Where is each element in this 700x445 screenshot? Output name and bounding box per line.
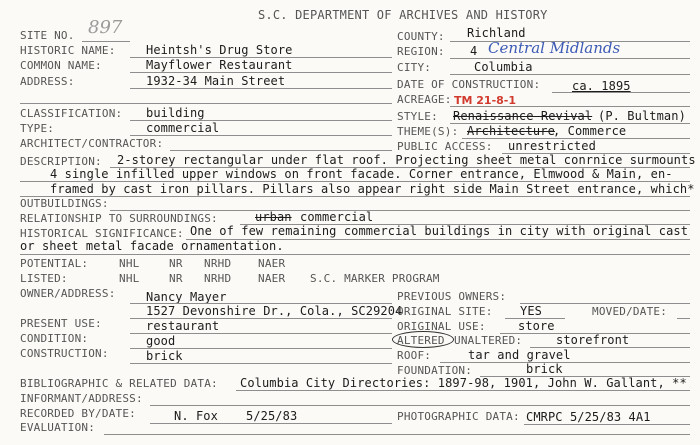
significance-line-2: or sheet metal facade ornamentation.: [20, 239, 284, 253]
construction-value: brick: [146, 349, 183, 363]
relationship-value: commercial: [300, 210, 374, 224]
significance-line-1: One of few remaining commercial buildings in city with original cast: [190, 224, 689, 238]
relationship-struck: urban: [255, 210, 292, 224]
blank-line: [20, 103, 392, 104]
outbuildings-line: [110, 210, 690, 211]
significance-label: HISTORICAL SIGNIFICANCE:: [20, 227, 184, 240]
description-line-3: framed by cast iron pillars. Pillars also appear right side Main Street entrance, which*: [50, 182, 695, 196]
original-use-value: store: [518, 319, 555, 333]
owner-label: OWNER/ADDRESS:: [20, 287, 116, 300]
photographic-line: [524, 424, 690, 425]
architect-line: [170, 150, 392, 151]
recorded-line: [150, 423, 392, 424]
informant-label: INFORMANT/ADDRESS:: [20, 392, 143, 405]
moved-date-label: MOVED/DATE:: [592, 305, 668, 318]
previous-owners-label: PREVIOUS OWNERS:: [397, 290, 507, 303]
marker-program: S.C. MARKER PROGRAM: [310, 272, 440, 285]
unaltered-label: UNALTERED:: [454, 334, 523, 347]
owner-name: Nancy Mayer: [146, 290, 227, 304]
acreage-label: ACREAGE:: [397, 93, 452, 106]
description-line-1: 2-storey rectangular under flat roof. Projecting sheet metal conrnice surmounts: [117, 153, 696, 167]
date-construction-label: DATE OF CONSTRUCTION:: [397, 78, 541, 91]
moved-date-line: [677, 318, 690, 319]
date-construction-line: [552, 92, 690, 93]
style-value: (P. Bultman): [598, 109, 686, 123]
classification-label: CLASSIFICATION:: [20, 107, 123, 120]
address-value: 1932-34 Main Street: [146, 74, 286, 88]
recorded-label: RECORDED BY/DATE:: [20, 407, 136, 420]
photographic-label: PHOTOGRAPHIC DATA:: [397, 410, 520, 423]
site-no-label: SITE NO.: [20, 29, 75, 42]
style-struck: Renaissance Revival: [453, 109, 593, 123]
foundation-label: FOUNDATION:: [397, 364, 473, 377]
construction-label: CONSTRUCTION:: [20, 347, 109, 360]
description-line-2: 4 single infilled upper windows on front facade. Corner entrance, Elmwood & Main, en-: [50, 167, 673, 181]
roof-label: ROOF:: [397, 349, 432, 362]
address-label: ADDRESS:: [20, 75, 75, 88]
public-access-label: PUBLIC ACCESS:: [397, 140, 493, 153]
potential-label: POTENTIAL:: [20, 257, 89, 270]
themes-struck: Architecture: [467, 124, 555, 138]
original-site-label: ORIGINAL SITE:: [397, 305, 493, 318]
description-rule-3: [20, 196, 690, 197]
significance-rule-2: [20, 254, 690, 255]
potential-nhl: NHL: [119, 257, 140, 270]
card-header: S.C. DEPARTMENT OF ARCHIVES AND HISTORY: [258, 8, 548, 22]
recorded-name: N. Fox: [174, 409, 218, 423]
county-value: Richland: [467, 26, 526, 40]
relationship-label: RELATIONSHIP TO SURROUNDINGS:: [20, 212, 218, 225]
city-line: [450, 74, 690, 75]
bibliographic-line: [236, 390, 690, 391]
bibliographic-value: Columbia City Directories: 1897-98, 1901, John W. Gallant, **: [240, 376, 687, 390]
type-label: TYPE:: [20, 122, 55, 135]
date-construction-value: ca. 1895: [572, 79, 631, 93]
potential-nrhd: NRHD: [204, 257, 232, 270]
recorded-date: 5/25/83: [246, 409, 298, 423]
classification-value: building: [146, 106, 205, 120]
address-line: [130, 88, 392, 89]
present-use-label: PRESENT USE:: [20, 317, 102, 330]
type-value: commercial: [146, 121, 220, 135]
region-handwriting: Central Midlands: [488, 39, 621, 57]
acreage-line: [450, 106, 690, 107]
bibliographic-label: BIBLIOGRAPHIC & RELATED DATA:: [20, 377, 218, 390]
type-line: [130, 135, 392, 136]
site-no-line: [82, 41, 130, 42]
themes-value: , Commerce: [553, 124, 627, 138]
historic-name-label: HISTORIC NAME:: [20, 44, 116, 57]
acreage-value: TM 21-8-1: [454, 94, 517, 107]
common-name-value: Mayflower Restaurant: [146, 58, 293, 72]
original-site-value: YES: [520, 304, 542, 318]
county-label: COUNTY:: [397, 30, 445, 43]
evaluation-line: [104, 434, 690, 435]
common-name-label: COMMON NAME:: [20, 59, 102, 72]
foundation-value: brick: [526, 362, 563, 376]
evaluation-label: EVALUATION:: [20, 421, 96, 434]
listed-label: LISTED:: [20, 272, 68, 285]
public-access-value: unrestricted: [508, 139, 596, 153]
condition-label: CONDITION:: [20, 332, 89, 345]
listed-naer: NAER: [258, 272, 286, 285]
outbuildings-label: OUTBUILDINGS:: [20, 197, 109, 210]
historic-name-value: Heintsh's Drug Store: [146, 43, 293, 57]
photographic-value: CMRPC 5/25/83 4A1: [526, 410, 651, 424]
listed-nhl: NHL: [119, 272, 140, 285]
potential-naer: NAER: [258, 257, 286, 270]
construction-line: [130, 363, 392, 364]
owner-address: 1527 Devonshire Dr., Cola., SC29204: [146, 304, 403, 318]
region-line: [450, 58, 690, 59]
previous-owners-line: [520, 303, 690, 304]
informant-line: [150, 405, 690, 406]
roof-value: tar and gravel: [468, 348, 571, 362]
listed-nrhd: NRHD: [204, 272, 232, 285]
themes-label: THEME(S):: [397, 125, 459, 138]
region-label: REGION:: [397, 45, 445, 58]
altered-label: ALTERED: [397, 334, 445, 347]
original-use-label: ORIGINAL USE:: [397, 320, 486, 333]
roof-line: [440, 362, 690, 363]
style-label: STYLE:: [397, 110, 438, 123]
common-name-line: [130, 72, 392, 73]
present-use-value: restaurant: [146, 319, 220, 333]
listed-nr: NR: [169, 272, 183, 285]
altered-value: storefront: [556, 333, 630, 347]
condition-value: good: [146, 334, 176, 348]
architect-label: ARCHITECT/CONTRACTOR:: [20, 137, 164, 150]
description-label: DESCRIPTION:: [20, 155, 102, 168]
city-value: Columbia: [474, 60, 533, 74]
city-label: CITY:: [397, 61, 432, 74]
potential-nr: NR: [169, 257, 183, 270]
region-value: 4: [470, 44, 478, 58]
site-no-value: 897: [88, 17, 123, 38]
